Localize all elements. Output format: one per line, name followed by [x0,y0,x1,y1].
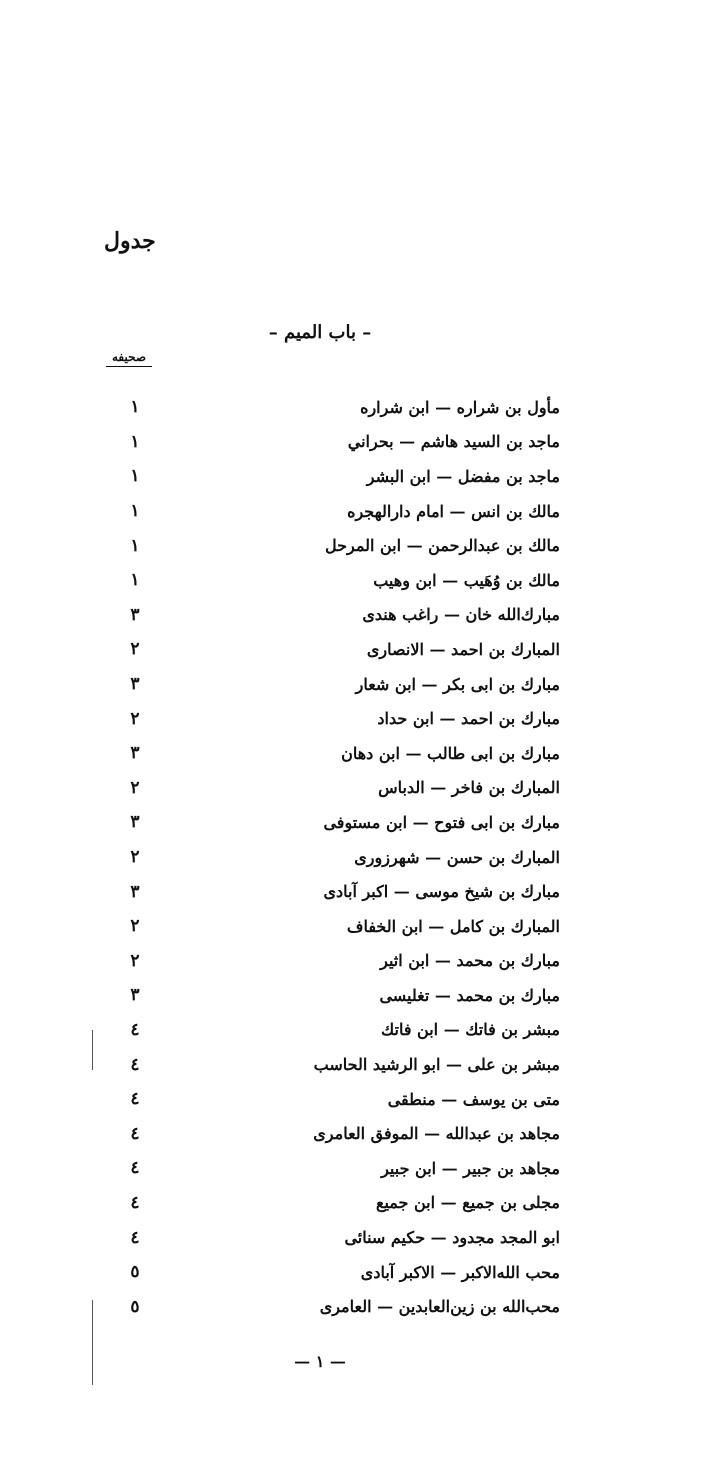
entry-name: مبشر بن فاتك — ابن فاتك [381,1020,560,1040]
scan-margin-mark [92,1030,93,1070]
entry-name: مبارك بن ابی بكر — ابن شعار [355,674,560,694]
entry-name: المبارك بن احمد — الانصاری [366,639,560,659]
entry-name: ماجد بن مفضل — ابن البشر [366,466,560,486]
scan-margin-mark [92,1300,93,1385]
list-item [90,701,560,736]
list-item [90,528,560,563]
list-item [90,1116,560,1151]
entry-name: مجاهد بن عبدالله — الموفق العامری [313,1124,560,1144]
page-number-footer: — ١ — [294,1352,346,1371]
list-item [90,771,560,806]
entry-page-number: ٤ [130,1123,140,1144]
list-item [90,1220,560,1255]
entry-page-number: ٤ [130,1158,140,1179]
entry-name: مبارك‌الله خان — راغب هندی [362,605,560,625]
list-item [90,667,560,702]
entry-name: مجلی بن جمیع — ابن جمیع [375,1193,560,1213]
entry-name: مالك بن عبدالرحمن — ابن المرحل [324,536,560,556]
list-item [90,459,560,494]
entry-name: متی بن یوسف — منطقی [387,1089,560,1109]
entry-page-number: ١ [130,570,140,591]
entry-page-number: ٢ [130,916,140,937]
list-item [90,390,560,425]
entry-name: المبارك بن كامل — ابن الخفاف [346,916,560,936]
entry-page-number: ١ [130,397,140,418]
entry-page-number: ٣ [130,881,140,902]
entry-name: مبارك بن ابی فتوح — ابن مستوفی [323,812,560,832]
section-title: – باب الميم – [268,322,372,343]
entry-name: مبشر بن علی — ابو الرشید الحاسب [313,1055,560,1075]
entry-page-number: ٤ [130,1192,140,1213]
list-item [90,632,560,667]
entry-page-number: ٤ [130,1019,140,1040]
entry-page-number: ٢ [130,777,140,798]
entry-page-number: ٢ [130,708,140,729]
entry-page-number: ١ [130,431,140,452]
entry-page-number: ٣ [130,985,140,1006]
entry-name: مبارك بن محمد — ابن اثیر [380,951,560,971]
entry-page-number: ٣ [130,812,140,833]
entry-name: مالك بن وُهَيب — ابن وهيب [373,570,560,590]
entry-name: مبارك بن احمد — ابن حداد [377,709,560,729]
entry-name: محب الله‌الاكبر — الاكبر آبادی [360,1262,560,1282]
entry-name: المبارك بن فاخر — الدباس [378,778,560,798]
entry-page-number: ٤ [130,1054,140,1075]
page-title: جدول [104,228,156,254]
list-item [90,909,560,944]
list-item [90,840,560,875]
entry-page-number: ٣ [130,743,140,764]
list-item [90,1151,560,1186]
entry-name: ابو المجد مجدود — حكیم سنائی [344,1228,560,1248]
list-item [90,425,560,460]
entry-name: مبارك بن محمد — تغلیسی [379,985,560,1005]
entry-page-number: ١ [130,501,140,522]
entry-name: مبارك بن ابی طالب — ابن دهان [341,743,560,763]
list-item [90,1013,560,1048]
entry-list [90,390,560,1324]
entry-name: مالك بن انس — امام دارالهجره [347,501,560,521]
list-item [90,874,560,909]
list-item [90,736,560,771]
entry-page-number: ١ [130,466,140,487]
entry-page-number: ٥ [130,1296,140,1317]
list-item [90,563,560,598]
list-item [90,1255,560,1290]
list-item [90,1082,560,1117]
entry-page-number: ١ [130,535,140,556]
entry-page-number: ٤ [130,1227,140,1248]
entry-name: محب‌الله بن زین‌العابدین — العامری [319,1297,560,1317]
entry-page-number: ٤ [130,1089,140,1110]
entry-name: مجاهد بن جبیر — ابن جبیر [381,1158,560,1178]
entry-name: مأول بن شراره — ابن شراره [360,397,560,417]
page-column-header: صحيفه [106,350,152,367]
entry-name: مبارك بن شیخ موسی — اكبر آبادی [323,882,560,902]
entry-page-number: ٣ [130,604,140,625]
list-item [90,1289,560,1324]
entry-page-number: ٣ [130,674,140,695]
list-item [90,494,560,529]
entry-page-number: ٢ [130,847,140,868]
entry-page-number: ٢ [130,639,140,660]
list-item [90,1186,560,1221]
list-item [90,944,560,979]
list-item [90,978,560,1013]
list-item [90,598,560,633]
list-item [90,805,560,840]
entry-page-number: ٥ [130,1262,140,1283]
entry-name: المبارك بن حسن — شهرزوری [354,847,560,867]
entry-name: ماجد بن السيد هاشم — بحراني [347,432,560,452]
list-item [90,1047,560,1082]
entry-page-number: ٢ [130,950,140,971]
